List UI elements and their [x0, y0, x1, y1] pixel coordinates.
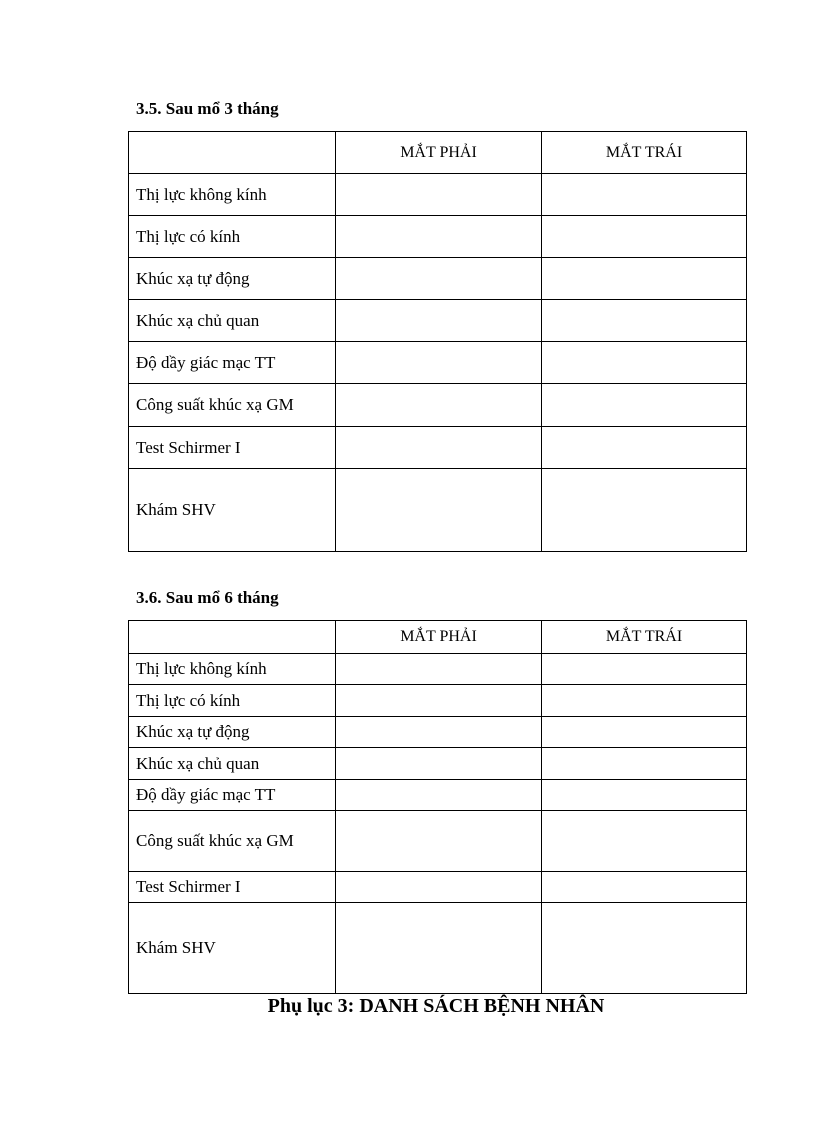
right-eye-value-cell[interactable]	[336, 216, 542, 258]
appendix-title: Phụ lục 3: DANH SÁCH BỆNH NHÂN	[267, 995, 605, 1017]
right-eye-value-cell[interactable]	[336, 685, 542, 717]
left-eye-value-cell[interactable]	[542, 300, 747, 342]
left-eye-value-cell[interactable]	[542, 342, 747, 384]
row-label: Thị lực không kính	[129, 174, 336, 216]
section-3-5-heading: 3.5. Sau mổ 3 tháng	[136, 99, 279, 118]
row-label: Khám SHV	[129, 469, 336, 552]
table-row	[129, 384, 747, 427]
left-eye-value-cell[interactable]	[542, 811, 747, 872]
right-eye-value-cell[interactable]	[336, 780, 542, 811]
left-eye-value-cell[interactable]	[542, 685, 747, 717]
header-right-eye: MẮT PHẢI	[336, 621, 542, 654]
table-row	[129, 216, 747, 258]
header-blank	[129, 621, 336, 654]
row-label: Khám SHV	[129, 903, 336, 994]
table-row	[129, 427, 747, 469]
row-label: Khúc xạ tự động	[129, 717, 336, 748]
table-row	[129, 717, 747, 748]
table-header-row	[129, 132, 747, 174]
table-header-row	[129, 621, 747, 654]
table-row	[129, 300, 747, 342]
right-eye-value-cell[interactable]	[336, 300, 542, 342]
header-blank	[129, 132, 336, 174]
left-eye-value-cell[interactable]	[542, 174, 747, 216]
right-eye-value-cell[interactable]	[336, 903, 542, 994]
table-row	[129, 872, 747, 903]
table-row	[129, 685, 747, 717]
right-eye-value-cell[interactable]	[336, 811, 542, 872]
row-label: Thị lực không kính	[129, 654, 336, 685]
left-eye-value-cell[interactable]	[542, 469, 747, 552]
left-eye-value-cell[interactable]	[542, 384, 747, 427]
table-row	[129, 903, 747, 994]
right-eye-value-cell[interactable]	[336, 342, 542, 384]
right-eye-value-cell[interactable]	[336, 427, 542, 469]
row-label: Khúc xạ chủ quan	[129, 748, 336, 780]
row-label: Khúc xạ chủ quan	[129, 300, 336, 342]
left-eye-value-cell[interactable]	[542, 872, 747, 903]
table-row	[129, 258, 747, 300]
table-row	[129, 174, 747, 216]
row-label: Công suất khúc xạ GM	[129, 811, 336, 872]
row-label: Thị lực có kính	[129, 216, 336, 258]
right-eye-value-cell[interactable]	[336, 654, 542, 685]
left-eye-value-cell[interactable]	[542, 903, 747, 994]
header-right-eye: MẮT PHẢI	[336, 132, 542, 174]
header-left-eye: MẮT TRÁI	[542, 621, 747, 654]
table-row	[129, 748, 747, 780]
left-eye-value-cell[interactable]	[542, 748, 747, 780]
right-eye-value-cell[interactable]	[336, 258, 542, 300]
table-row	[129, 811, 747, 872]
right-eye-value-cell[interactable]	[336, 748, 542, 780]
right-eye-value-cell[interactable]	[336, 384, 542, 427]
right-eye-value-cell[interactable]	[336, 717, 542, 748]
table-row	[129, 654, 747, 685]
right-eye-value-cell[interactable]	[336, 174, 542, 216]
row-label: Test Schirmer I	[129, 427, 336, 469]
left-eye-value-cell[interactable]	[542, 717, 747, 748]
table-row	[129, 780, 747, 811]
table-row	[129, 342, 747, 384]
table-row	[129, 469, 747, 552]
left-eye-value-cell[interactable]	[542, 654, 747, 685]
row-label: Test Schirmer I	[129, 872, 336, 903]
left-eye-value-cell[interactable]	[542, 258, 747, 300]
section-3-6-heading: 3.6. Sau mổ 6 tháng	[136, 588, 279, 607]
left-eye-value-cell[interactable]	[542, 427, 747, 469]
left-eye-value-cell[interactable]	[542, 216, 747, 258]
row-label: Công suất khúc xạ GM	[129, 384, 336, 427]
row-label: Độ dầy giác mạc TT	[129, 780, 336, 811]
row-label: Khúc xạ tự động	[129, 258, 336, 300]
row-label: Thị lực có kính	[129, 685, 336, 717]
left-eye-value-cell[interactable]	[542, 780, 747, 811]
right-eye-value-cell[interactable]	[336, 872, 542, 903]
table-6-month-followup	[128, 620, 747, 994]
table-3-month-followup	[128, 131, 747, 552]
row-label: Độ dầy giác mạc TT	[129, 342, 336, 384]
header-left-eye: MẮT TRÁI	[542, 132, 747, 174]
right-eye-value-cell[interactable]	[336, 469, 542, 552]
